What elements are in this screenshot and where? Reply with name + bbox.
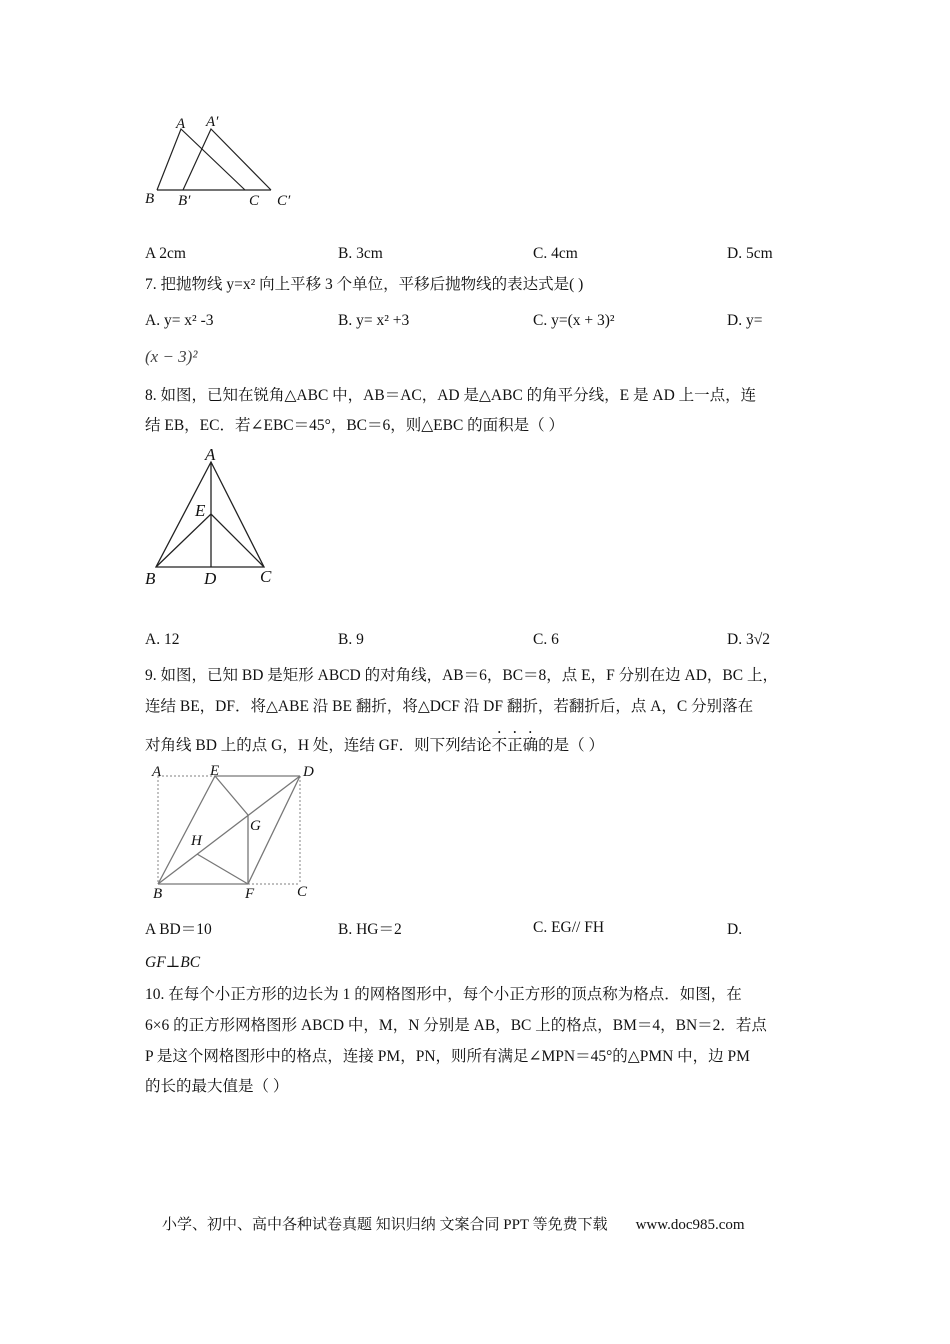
q7-question: 7. 把抛物线 y=x² 向上平移 3 个单位，平移后抛物线的表达式是( ) xyxy=(145,276,584,293)
q6-option-a[interactable]: A 2cm xyxy=(145,245,186,262)
label-C: C xyxy=(249,193,260,209)
label-A: A xyxy=(205,445,216,464)
label-B: B xyxy=(145,191,155,207)
label-A: A xyxy=(152,764,162,780)
q8-question-line-1: 8. 如图，已知在锐角△ABC 中，AB＝AC，AD 是△ABC 的角平分线，E 是 AD 上一点，连 xyxy=(145,387,757,404)
q9-option-c[interactable]: C. EG// FH xyxy=(533,919,605,936)
footer-url-link[interactable]: www.doc985.com xyxy=(635,1217,745,1233)
q7-option-a[interactable]: A. y= x² -3 xyxy=(145,312,214,329)
q7-option-d[interactable]: D. y= xyxy=(727,312,763,329)
q6-option-d[interactable]: D. 5cm xyxy=(727,245,773,262)
label-A: A xyxy=(176,116,186,132)
q9-question-line-1: 9. 如图，已知 BD 是矩形 ABCD 的对角线，AB＝6，BC＝8，点 E，F 分别在边 AD，BC 上， xyxy=(145,667,778,684)
q9-option-a[interactable]: A BD＝10 xyxy=(145,921,212,938)
label-B-prime: B′ xyxy=(178,193,191,209)
q10-question-line-3: P 是这个网格图形中的格点，连接 PM，PN，则所有满足∠MPN＝45°的△PMN 中，边 PM xyxy=(145,1048,750,1065)
q8-option-c[interactable]: C. 6 xyxy=(533,631,559,648)
label-D: D xyxy=(303,764,314,780)
q10-question-line-4: 的长的最大值是（ ） xyxy=(145,1078,289,1095)
q9-line-3-after: 的是（ ） xyxy=(538,737,605,754)
q7-option-d-expression: (x − 3)² xyxy=(145,347,198,366)
label-C: C xyxy=(297,884,308,900)
q8-option-d[interactable]: D. 3√2 xyxy=(727,631,770,648)
q9-question-line-2: 连结 BE，DF．将△ABE 沿 BE 翻折，将△DCF 沿 DF 翻折，若翻折后，点 A，C 分别落在 xyxy=(145,698,754,715)
label-G: G xyxy=(250,818,261,834)
q8-option-a[interactable]: A. 12 xyxy=(145,631,180,648)
label-A-prime: A′ xyxy=(206,114,219,130)
q9-option-d[interactable]: D. xyxy=(727,921,743,938)
page-footer xyxy=(162,1213,745,1234)
q7-option-b[interactable]: B. y= x² +3 xyxy=(338,312,410,329)
label-B: B xyxy=(153,886,163,902)
label-F: F xyxy=(245,886,255,902)
label-D: D xyxy=(204,569,217,588)
q9-line-3-before: 对角线 BD 上的点 G，H 处，连结 GF．则下列结论 xyxy=(145,737,492,754)
q6-option-c[interactable]: C. 4cm xyxy=(533,245,578,262)
q9-option-b[interactable]: B. HG＝2 xyxy=(338,921,402,938)
q9-option-d-statement: GF⊥BC xyxy=(145,954,201,971)
label-C: C xyxy=(260,567,272,586)
q8-question-line-2: 结 EB，EC．若∠EBC＝45°，BC＝6，则△EBC 的面积是（ ） xyxy=(145,417,565,434)
label-E: E xyxy=(195,501,206,520)
label-B: B xyxy=(145,569,156,588)
q10-question-line-2: 6×6 的正方形网格图形 ABCD 中，M，N 分别是 AB，BC 上的格点，BM＝4，BN＝2．若点 xyxy=(145,1017,767,1034)
label-E: E xyxy=(210,763,220,779)
label-H: H xyxy=(191,833,202,849)
q6-option-b[interactable]: B. 3cm xyxy=(338,245,383,262)
q10-question-line-1: 10. 在每个小正方形的边长为 1 的网格图形中，每个小正方形的顶点称为格点．如图，在 xyxy=(145,986,742,1003)
q8-option-b[interactable]: B. 9 xyxy=(338,631,364,648)
label-C-prime: C′ xyxy=(277,193,291,209)
q7-option-c[interactable]: C. y=(x + 3)² xyxy=(533,312,615,329)
q9-emphasis-not-correct: 不正确 xyxy=(491,737,539,754)
footer-text: 小学、初中、高中各种试卷真题 知识归纳 文案合同 PPT 等免费下载 xyxy=(162,1217,608,1233)
